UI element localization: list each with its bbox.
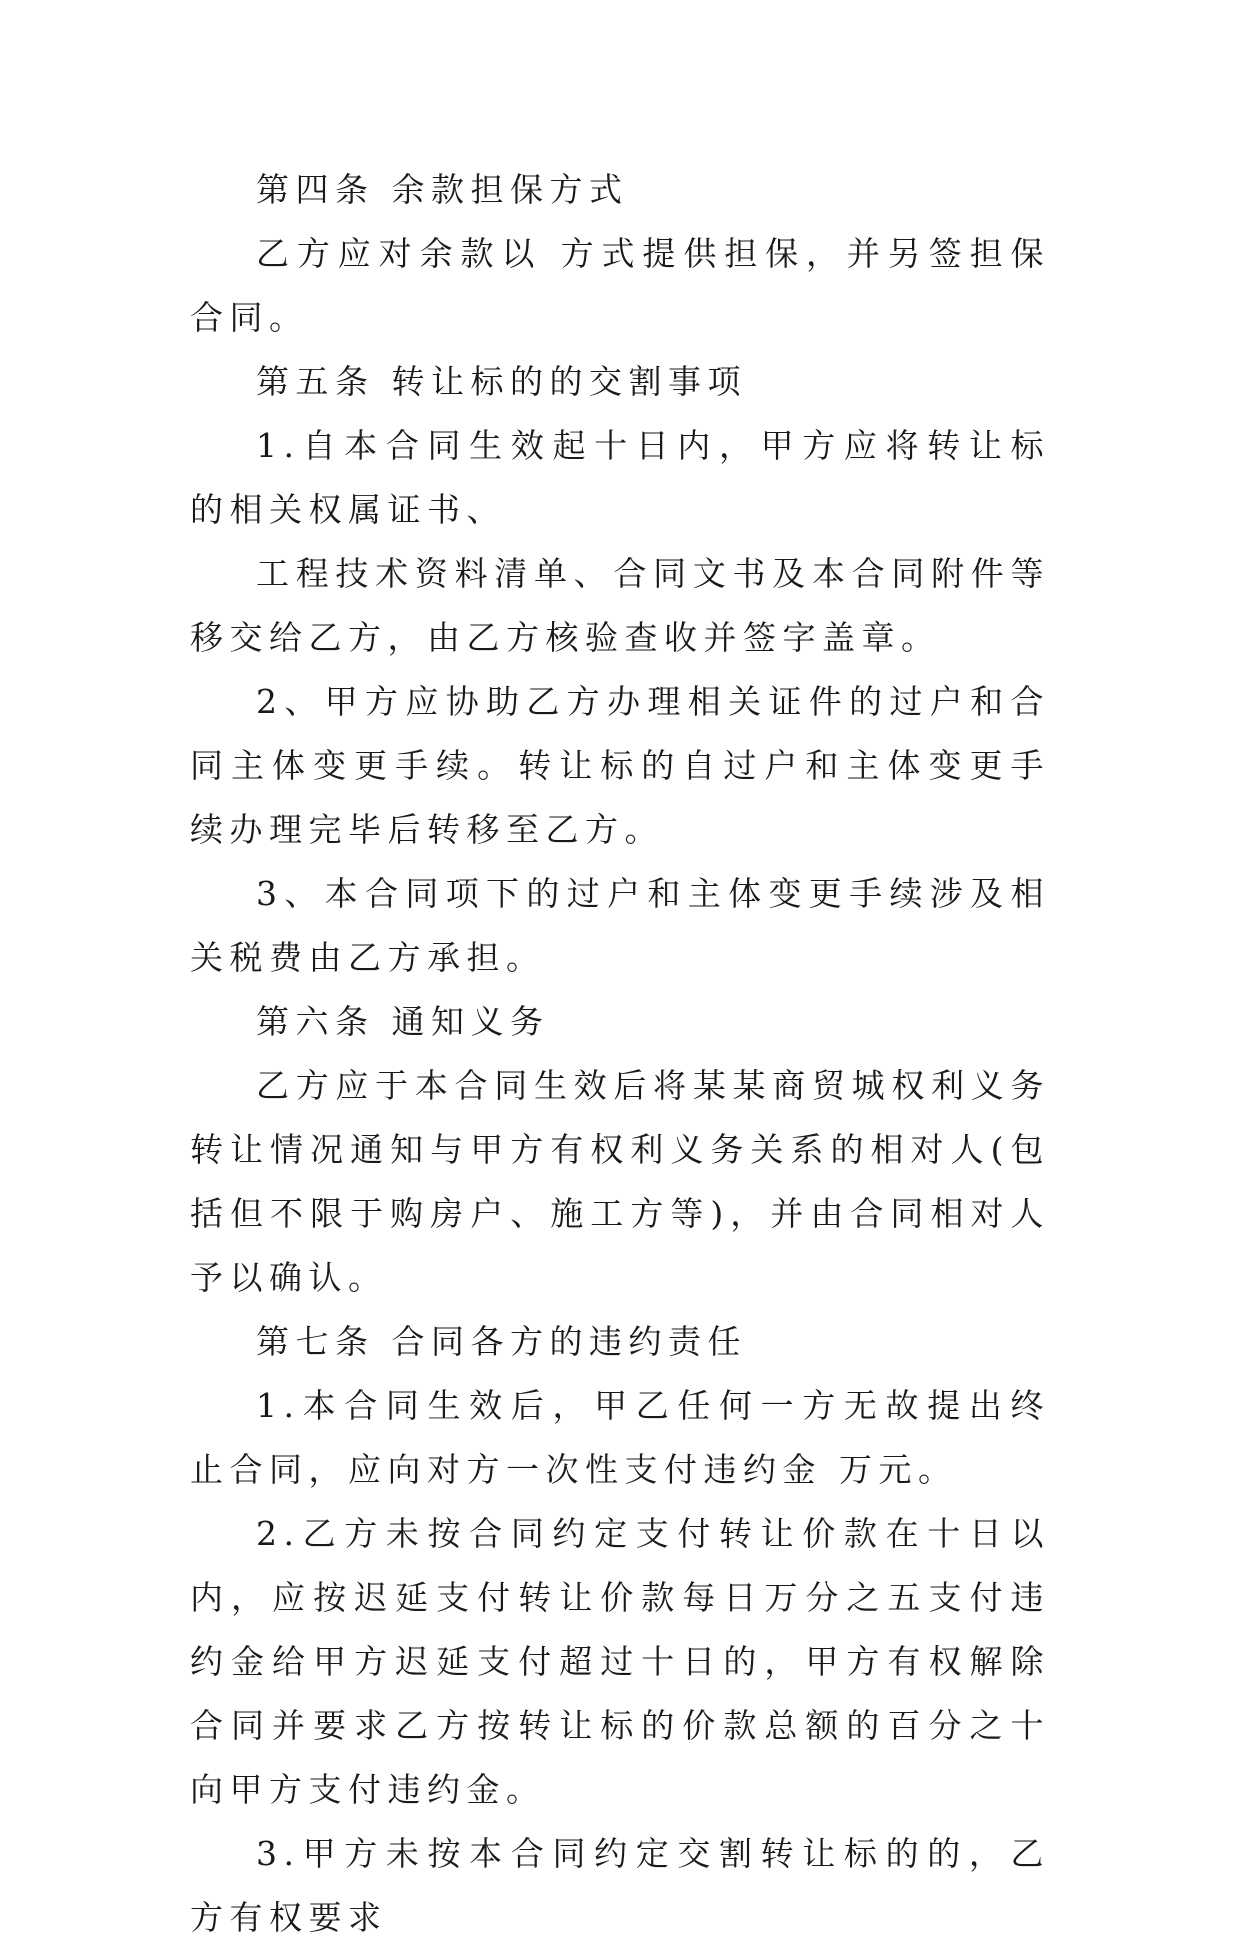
- article-6-paragraph: 乙方应于本合同生效后将某某商贸城权利义务转让情况通知与甲方有权利义务关系的相对人(包括但不限于购房户、施工方等)，并由合同相对人予以确认。: [190, 1066, 1050, 1297]
- article-5-heading: 第五条 转让标的的交割事项: [256, 362, 747, 401]
- article-7-item-2: 2.乙方未按合同约定支付转让价款在十日以内，应按迟延支付转让价款每日万分之五支付违约金给甲方迟延支付超过十日的，甲方有权解除合同并要求乙方按转让标的价款总额的百分之十向甲方支付违约金。: [190, 1514, 1050, 1809]
- article-5-item-1: 1.自本合同生效起十日内，甲方应将转让标的相关权属证书、: [190, 426, 1050, 529]
- article-5-item-3: 3、本合同项下的过户和主体变更手续涉及相关税费由乙方承担。: [190, 874, 1050, 977]
- article-5-item-1-continued: 工程技术资料清单、合同文书及本合同附件等移交给乙方，由乙方核验查收并签字盖章。: [190, 554, 1050, 657]
- article-7-heading: 第七条 合同各方的违约责任: [256, 1322, 747, 1361]
- article-5-item-2: 2、甲方应协助乙方办理相关证件的过户和合同主体变更手续。转让标的自过户和主体变更手续办理完毕后转移至乙方。: [190, 682, 1050, 849]
- article-4-paragraph: 乙方应对余款以 方式提供担保，并另签担保合同。: [190, 234, 1050, 337]
- article-7-item-1: 1.本合同生效后，甲乙任何一方无故提出终止合同，应向对方一次性支付违约金 万元。: [190, 1386, 1050, 1489]
- article-6-heading: 第六条 通知义务: [256, 1002, 550, 1041]
- article-7-item-3: 3.甲方未按本合同约定交割转让标的的，乙方有权要求: [190, 1834, 1050, 1937]
- document-body: [190, 158, 1050, 1950]
- article-4-heading: 第四条 余款担保方式: [256, 170, 629, 209]
